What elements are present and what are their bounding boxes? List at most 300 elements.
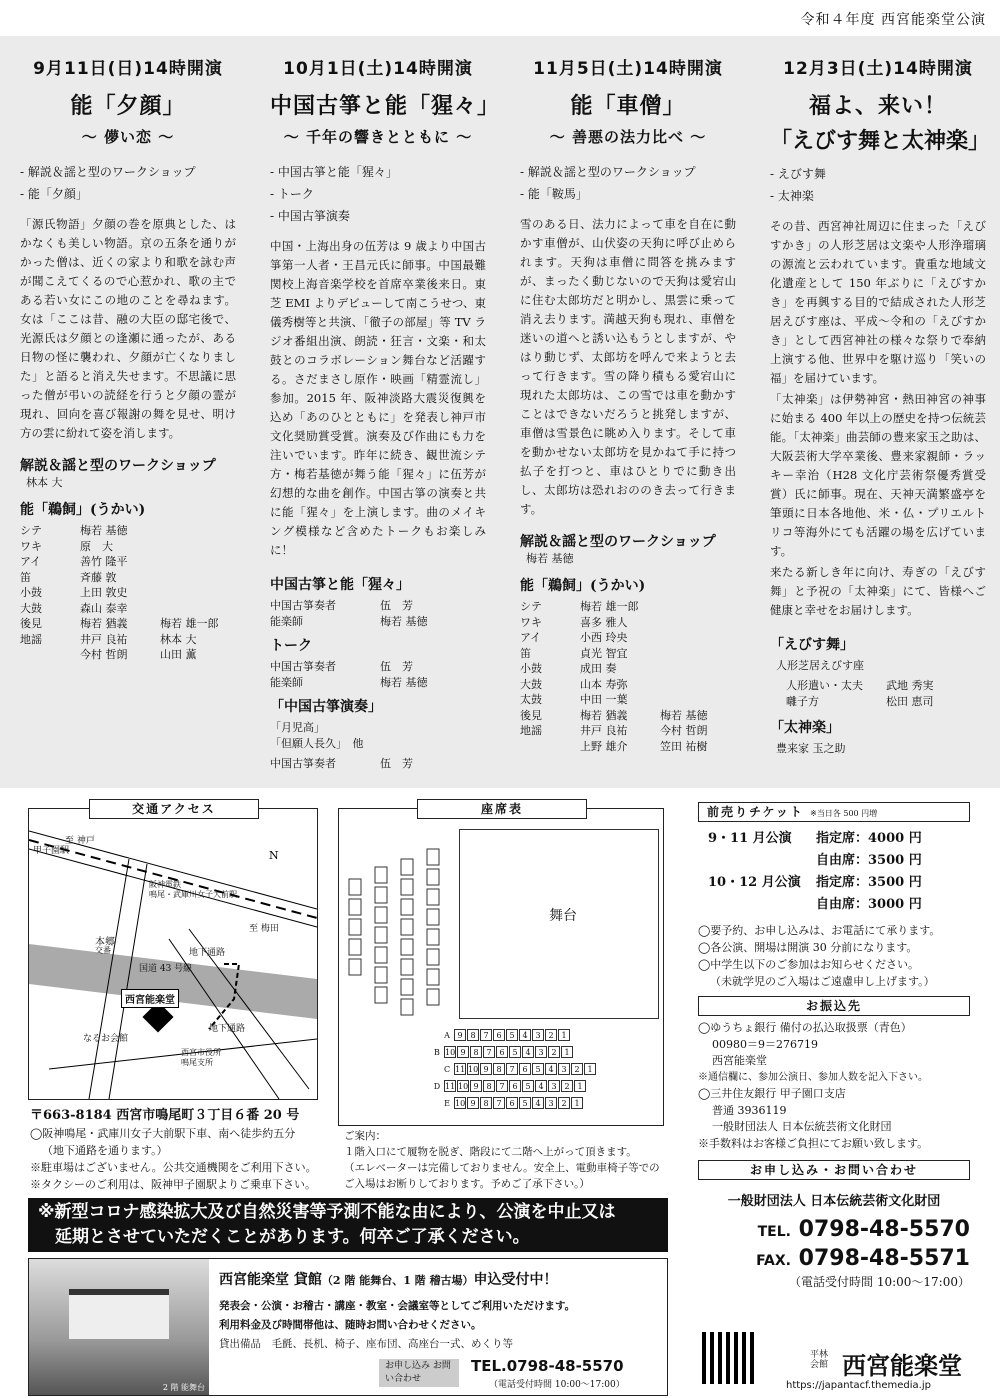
seat[interactable] <box>401 939 413 955</box>
fax-label: FAX. <box>756 1253 791 1269</box>
note: （未就学児のご入場はご遠慮申し上げます。） <box>710 975 935 988</box>
cast-row <box>520 692 736 708</box>
seat[interactable]: 3 <box>548 1080 560 1092</box>
seat[interactable] <box>375 867 387 883</box>
prog-item: - トーク <box>270 187 314 201</box>
cast-row <box>520 646 736 662</box>
seat[interactable] <box>375 887 387 903</box>
seat[interactable] <box>349 899 361 915</box>
access-info <box>30 1104 330 1193</box>
role: 後見 <box>20 617 42 630</box>
piece: 「但願人長久」 他 <box>270 737 364 750</box>
access-map <box>29 809 317 1099</box>
line: ※通信欄に、参加公演日、参加人数を記入下さい。 <box>698 1071 928 1083</box>
sub-heading: トーク <box>270 638 312 654</box>
seat[interactable]: 2 <box>545 1029 557 1041</box>
seat[interactable]: 3 <box>545 1097 557 1109</box>
seat-notes <box>344 1128 666 1192</box>
access-heading: 交通アクセス <box>89 799 259 819</box>
seat[interactable] <box>427 909 439 925</box>
fax-number: 0798-48-5571 <box>798 1246 970 1271</box>
performer: 武地 秀実 <box>886 679 934 692</box>
seat-row <box>441 1023 597 1040</box>
seat[interactable]: 10 <box>455 1099 466 1108</box>
date: 12月3日(土)14時開演 <box>783 59 973 79</box>
performer <box>660 615 736 631</box>
program-nov <box>500 36 750 788</box>
seat[interactable]: 2 <box>558 1097 570 1109</box>
performer: 豊来家 玉之助 <box>776 742 846 755</box>
map-label: 国道 43 号線 <box>139 964 193 974</box>
seat[interactable]: 4 <box>545 1063 557 1075</box>
seat-row <box>431 1074 597 1091</box>
seat[interactable] <box>375 927 387 943</box>
contact-heading: お申し込み・お問い合わせ <box>698 1160 970 1180</box>
date: 9月11日(日)14時開演 <box>33 59 223 79</box>
seat[interactable]: 7 <box>483 1046 495 1058</box>
seat[interactable]: 8 <box>480 1097 492 1109</box>
performer: 梅若 基徳 <box>80 524 128 537</box>
note: （地下通路を通ります。） <box>42 1144 168 1157</box>
seat[interactable]: 11 <box>455 1065 466 1074</box>
seat[interactable] <box>349 959 361 975</box>
price: 自由席：3000 円 <box>816 897 922 912</box>
performer: 笠田 祐樹 <box>660 739 708 753</box>
seat[interactable] <box>427 949 439 965</box>
performer: 今村 哲朗 <box>80 648 128 661</box>
role: 中国古箏奏者 <box>270 660 336 673</box>
performer: 伍 芳 <box>380 757 413 770</box>
note: （エレベーターは完備しておりません。安全上、電動車椅子等でのご入場はお断りしております。予めご了承下さい。） <box>344 1162 660 1190</box>
seat[interactable] <box>401 859 413 875</box>
seat[interactable] <box>427 889 439 905</box>
price: 指定席：3500 円 <box>816 875 922 890</box>
performer <box>660 630 736 646</box>
cast-table <box>20 523 236 663</box>
cast-row <box>520 599 736 615</box>
seat[interactable]: 2 <box>548 1046 560 1058</box>
svg-text:N: N <box>269 849 279 862</box>
ws-heading: 解説＆謡と型のワークショップ <box>20 458 216 474</box>
header-bar <box>0 0 1000 36</box>
map-label: 交番 <box>95 946 111 955</box>
notice-banner <box>28 1198 668 1252</box>
prog-item: - 中国古箏演奏 <box>270 209 350 223</box>
subtitle: 〜 善悪の法力比べ 〜 <box>549 128 707 146</box>
sub-heading: 「中国古箏演奏」 <box>270 699 382 715</box>
performer: 井戸 良祐 <box>80 632 128 646</box>
seat[interactable]: 7 <box>506 1063 518 1075</box>
qr-code-icon[interactable] <box>702 1332 754 1384</box>
price-list <box>698 828 970 916</box>
row-label: A <box>444 1031 450 1040</box>
seat[interactable] <box>427 869 439 885</box>
date: 10月1日(土)14時開演 <box>283 59 473 79</box>
row-label: C <box>443 1065 451 1074</box>
description: 来たる新しき年に向け、寿ぎの「えびす舞」と予祝の「太神楽」にて、皆様へご健康と幸せをお届けします。 <box>770 565 986 617</box>
role: ワキ <box>20 539 42 553</box>
seat[interactable]: 8 <box>493 1063 505 1075</box>
seat[interactable]: 6 <box>506 1097 518 1109</box>
role: 中国古箏奏者 <box>270 757 336 770</box>
performer: 今村 哲朗 <box>660 724 708 737</box>
stage-label: 舞台 <box>549 908 577 924</box>
performer <box>660 646 736 662</box>
seat[interactable] <box>401 899 413 915</box>
seat[interactable]: 8 <box>467 1029 479 1041</box>
role: 地謡 <box>520 724 542 737</box>
line: ◯三井住友銀行 甲子園口支店 <box>698 1087 846 1100</box>
program-dec <box>750 36 1000 788</box>
sub-heading: 「太神楽」 <box>770 720 840 736</box>
seat[interactable]: 3 <box>535 1046 547 1058</box>
line: ※手数料はお客様ご負担にてお願い致します。 <box>698 1136 929 1150</box>
line: 00980＝9＝276719 <box>712 1037 818 1051</box>
performer: 梅若 雄一郎 <box>160 617 219 630</box>
cast-table <box>520 599 736 754</box>
role: 小鼓 <box>20 586 42 599</box>
line: ◯ゆうちょ銀行 備付の払込取扱票（青色） <box>698 1021 912 1034</box>
performer <box>160 585 236 601</box>
performer <box>160 523 236 539</box>
row-label: E <box>444 1099 450 1108</box>
cast-table <box>270 756 486 772</box>
performer: 喜多 雅人 <box>580 615 628 629</box>
row-label: B <box>434 1048 440 1057</box>
program-sep <box>0 36 250 788</box>
date: 11月5日(土)14時開演 <box>533 59 723 79</box>
seat[interactable]: 9 <box>457 1046 469 1058</box>
performer: 梅若 基徳 <box>380 675 428 689</box>
price: 指定席：4000 円 <box>816 831 922 846</box>
role: 地謡 <box>20 632 42 646</box>
performer: 梅若 猶義 <box>580 708 628 722</box>
note: ※タクシーのご利用は、阪神甲子園駅よりご乗車下さい。 <box>30 1178 316 1191</box>
cast-table <box>270 598 486 629</box>
seat[interactable]: 2 <box>561 1080 573 1092</box>
seat[interactable]: 1 <box>574 1080 586 1092</box>
cast-row <box>20 616 236 632</box>
transfer-info <box>698 1020 970 1152</box>
header-title: 令和４年度 西宮能楽堂公演 <box>800 12 986 28</box>
seat[interactable] <box>349 919 361 935</box>
role: 後見 <box>520 708 542 722</box>
seat[interactable]: 10 <box>468 1065 479 1074</box>
seat[interactable]: 2 <box>571 1063 583 1075</box>
noh-stage-photo <box>29 1259 209 1395</box>
cast-row <box>20 539 236 555</box>
role: 笛 <box>20 570 31 584</box>
seat[interactable]: 8 <box>470 1046 482 1058</box>
website-link[interactable]: https://japantacf.themedia.jp <box>786 1380 931 1391</box>
seat[interactable] <box>375 987 387 1003</box>
hall-title-end: 申込受付中！ <box>473 1272 558 1288</box>
map-label: 至 梅田 <box>249 924 279 934</box>
performer: 斉藤 敦 <box>80 570 117 584</box>
note: ※駐車場はございません。公共交通機関をご利用下さい。 <box>30 1161 317 1174</box>
subtitle: 〜 千年の響きとともに 〜 <box>283 128 473 146</box>
line: 貸出備品 毛氈、長机、椅子、座布団、高座台一式、めくり等 <box>219 1338 513 1350</box>
seat-map <box>338 802 664 1126</box>
performer <box>660 692 736 708</box>
brand-logo: 西宮能楽堂 <box>842 1351 962 1380</box>
role: 中国古箏奏者 <box>270 599 336 612</box>
address: 〒663-8184 西宮市鳴尾町３丁目６番 20 号 <box>30 1108 300 1123</box>
seat[interactable] <box>349 939 361 955</box>
description: 「太神楽」は伊勢神宮・熱田神宮の神事に始まる 400 年以上の歴史を持つ伝統芸能。「太神楽」曲芸師の豊来家玉之助は、大阪芸術大学卒業後、豊来家親師・ラッキー幸治（H28 文化庁芸術祭優秀賞受賞）氏に師事。現在、天神天満繁盛亭を筆頭に日本各地他、米・仏・プリエルトリコ等海外にても活躍の場を広げています。 <box>770 392 986 558</box>
role: 大鼓 <box>20 601 42 615</box>
seat[interactable] <box>401 959 413 975</box>
performer: 森山 泰幸 <box>80 601 128 615</box>
role <box>520 739 580 755</box>
banner-line: ※新型コロナ感染拡大及び自然災害等予測不能な由により、公演を中止又は <box>38 1202 616 1222</box>
performer: 中田 一葉 <box>580 693 628 706</box>
prog-item: - 能「鞍馬」 <box>520 187 588 201</box>
seat[interactable]: 8 <box>483 1080 495 1092</box>
piece: 「月児高」 <box>270 721 325 734</box>
seat[interactable] <box>349 879 361 895</box>
hall-tel[interactable]: TEL.0798-48-5570 <box>471 1357 624 1375</box>
performer: 貞光 智宜 <box>580 646 628 660</box>
seat[interactable]: 7 <box>493 1097 505 1109</box>
performer <box>160 570 236 586</box>
line: 普通 3936119 <box>712 1103 787 1117</box>
map-label: 阪神電鉄 <box>149 880 181 889</box>
subtitle: 〜 儚い恋 〜 <box>81 128 175 146</box>
description: 「源氏物語」夕顔の巻を原典とした、はかなくも美しい物語。京の五条を通りがかった僧は、近くの家より和歌を詠む声が聞こえてくるので心惹かれ、歌の主である若い女にこの地のことを尋ねます。女は「ここは昔、融の大臣の邸宅後で、光源氏は夕顔との逢瀬に通ったが、ある日物の怪に襲われ、夕顔が亡くなりました」と語ると消え失せます。不思議に思った僧が弔いの読経を行うと夕顔の霊が現れ、回向を喜び報謝の舞を見せ、明け方の雲に紛れて姿を消します。 <box>20 217 236 440</box>
role: 笛 <box>520 646 531 660</box>
noh-heading: 能「鵜飼」(うかい) <box>20 502 146 518</box>
prog-item: - 能「夕顔」 <box>20 187 88 201</box>
seat[interactable] <box>401 879 413 895</box>
price-group: 10・12 月公演 <box>708 875 801 890</box>
performer <box>660 661 736 677</box>
note: １階入口にて履物を脱ぎ、階段にて二階へ上がって頂きます。 <box>344 1146 637 1158</box>
ask-label: お申し込み お問い合わせ <box>379 1359 459 1387</box>
seat-row <box>441 1057 597 1074</box>
seat[interactable]: 5 <box>522 1080 534 1092</box>
performer: 梅若 基徳 <box>660 708 708 722</box>
side-seating <box>339 819 459 1029</box>
seat[interactable] <box>401 979 413 995</box>
seat[interactable]: 4 <box>532 1097 544 1109</box>
performer: 善竹 隆平 <box>80 555 128 568</box>
role: ワキ <box>520 615 542 629</box>
role: 囃子方 <box>786 694 819 708</box>
cast-row <box>20 647 236 663</box>
cast-row <box>520 723 736 739</box>
performer: 上田 敦史 <box>80 586 128 599</box>
cast-row <box>520 708 736 724</box>
prog-item: - 解説＆謡と型のワークショップ <box>20 165 196 179</box>
noh-heading: 能「鵜飼」(うかい) <box>520 578 646 594</box>
ticket-heading <box>698 802 970 822</box>
seat[interactable]: 5 <box>506 1029 518 1041</box>
seat[interactable]: 10 <box>445 1048 456 1057</box>
banner-line: 延期とさせていただくことがあります。何卒ご了承ください。 <box>38 1227 530 1247</box>
role: 能楽師 <box>270 614 303 628</box>
row-label: D <box>433 1082 441 1091</box>
performer: 山本 寿弥 <box>580 677 628 691</box>
prog-item: - 太神楽 <box>770 189 814 203</box>
performer: 梅若 基徳 <box>380 614 428 628</box>
performer <box>160 601 236 617</box>
role: 能楽師 <box>270 675 303 689</box>
map-label: 鳴尾支所 <box>181 1058 213 1067</box>
seat[interactable]: 4 <box>535 1080 547 1092</box>
cast-row <box>520 677 736 693</box>
seat[interactable]: 7 <box>480 1029 492 1041</box>
seat[interactable]: 1 <box>571 1097 583 1109</box>
seat[interactable]: 9 <box>467 1097 479 1109</box>
description: その昔、西宮神社周辺に住まった「えびすかき」の人形芝居は文楽や人形浄瑠璃の源流と云われています。貴重な地域文化遺産として 150 年ぶりに「えびすかき」を再興する目的で結成された人形芝居えびす座は、平成〜令和の「えびすかき」として西宮神社の様々な祭りで奉納上演する他、世界中を駆け巡り「笑いの福」を届けています。 <box>770 219 986 385</box>
price: 自由席：3500 円 <box>816 853 922 868</box>
title: 能「夕顔」 <box>70 93 186 119</box>
sub-heading: 「えびす舞」 <box>770 637 854 653</box>
seat[interactable]: 10 <box>458 1082 469 1091</box>
performer: 井戸 良祐 <box>580 724 628 737</box>
seat-row <box>431 1040 597 1057</box>
map-label: 甲子園駅 <box>33 846 70 856</box>
map-label: 地下通路 <box>189 948 226 958</box>
seat[interactable]: 9 <box>454 1029 466 1041</box>
line: 一般財団法人 日本伝統芸術文化財団 <box>712 1120 892 1133</box>
line: 西宮能楽堂 <box>712 1054 767 1067</box>
seat-heading: 座席表 <box>417 799 587 819</box>
role: シテ <box>20 524 42 537</box>
hall-info <box>219 1297 575 1354</box>
title: 福よ、来い！ <box>808 93 947 119</box>
seat[interactable] <box>427 849 439 865</box>
tel-number[interactable]: 0798-48-5570 <box>798 1217 970 1242</box>
cast-table <box>786 678 986 709</box>
title-line2: 「えびす舞と太神楽」 <box>770 128 991 154</box>
seat[interactable]: 1 <box>561 1046 573 1058</box>
cast-row <box>520 739 736 755</box>
performer <box>160 539 236 555</box>
cast-row <box>20 523 236 539</box>
note: ◯要予約、お申し込みは、お電話にて承ります。 <box>698 924 941 937</box>
description: 中国・上海出身の伍芳は 9 歳より中国古箏第一人者・王昌元氏に師事。中国最難関校上海音楽学校を首席卒業後来日。東芝 EMI よりデビューして南こうせつ、東儀秀樹等と共演、「徹子の部屋」等 TV ラジオ番組出演、朗読・狂言・文楽・和太鼓とのコラボレーション舞台など活躍する。さだまさし原作・映画「精霊流し」参加。2015 年、阪神淡路大震災復興を込め「あのひとともに」を発表し神戸市文化奨励賞受賞。演奏及び作曲にも力を注いでいます。昨年に続き、観世流シテ方・梅若基徳が舞う能「猩々」に伍芳が幻想的な曲を創作。中国古箏の演奏と共に能「猩々」を上演します。曲のメイキング模様など含めたトークもお楽しみに！ <box>270 239 486 557</box>
seat-row <box>441 1091 597 1108</box>
performer: 松田 恵司 <box>886 694 934 708</box>
seat[interactable]: 5 <box>519 1097 531 1109</box>
seat[interactable] <box>401 919 413 935</box>
seat[interactable] <box>427 969 439 985</box>
role: アイ <box>20 555 42 568</box>
performer: 山田 薫 <box>160 648 197 661</box>
seat[interactable]: 4 <box>522 1046 534 1058</box>
performer: 梅若 雄一郎 <box>580 600 639 613</box>
cast-row <box>20 570 236 586</box>
seat[interactable]: 5 <box>509 1046 521 1058</box>
seat[interactable]: 1 <box>584 1063 596 1075</box>
seat[interactable] <box>427 989 439 1005</box>
seat[interactable]: 3 <box>558 1063 570 1075</box>
performer: 梅若 猶義 <box>80 617 128 630</box>
map-label: 鳴尾・武庫川女子大前駅 <box>149 890 237 899</box>
cast-table <box>270 659 486 690</box>
hall-hours: （電話受付時間 10:00〜17:00） <box>489 1380 625 1390</box>
map-label: 至 神戸 <box>65 836 95 846</box>
cast-row <box>520 630 736 646</box>
note: ◯各公演、開場は開演 30 分前になります。 <box>698 941 918 954</box>
title: 中国古箏と能「猩々」 <box>270 93 501 119</box>
performer: 林本 大 <box>160 632 197 646</box>
seat[interactable]: 6 <box>509 1080 521 1092</box>
title: 能「車僧」 <box>570 93 686 119</box>
seat[interactable] <box>375 947 387 963</box>
hall-title <box>219 1269 558 1289</box>
price-group: 9・11 月公演 <box>708 831 792 846</box>
program-section <box>0 36 1000 788</box>
note: ご案内： <box>344 1130 386 1142</box>
seat[interactable]: 3 <box>532 1029 544 1041</box>
line: 発表会・公演・お稽古・講座・教室・会議室等としてご利用いただけます。 <box>219 1300 576 1312</box>
performer: 伍 芳 <box>380 660 413 673</box>
transfer-heading: お振込先 <box>698 996 970 1016</box>
hall-title-sub: （2 階 能舞台、1 階 稽古場） <box>321 1274 474 1287</box>
ws-name: 梅若 基徳 <box>526 552 574 565</box>
seat[interactable]: 1 <box>558 1029 570 1041</box>
seat[interactable]: 9 <box>470 1080 482 1092</box>
access-box <box>28 802 318 1100</box>
note: ◯中学生以下のご参加はお知らせください。 <box>698 958 919 971</box>
role: 小鼓 <box>520 662 542 675</box>
troupe: 人形芝居えびす座 <box>776 659 864 672</box>
map-label: 西宮市役所 <box>181 1048 221 1057</box>
seat[interactable]: 7 <box>496 1080 508 1092</box>
performer <box>660 599 736 615</box>
hall-title-text: 西宮能楽堂 貸館 <box>219 1272 322 1288</box>
performer: 上野 雄介 <box>580 739 628 753</box>
ticket-title: 前売りチケット <box>707 805 804 819</box>
tel-label: TEL. <box>757 1224 791 1240</box>
cast-row <box>20 554 236 570</box>
seat[interactable]: 4 <box>519 1029 531 1041</box>
description: 雪のある日、法力によって車を自在に動かす車僧が、山伏姿の天狗に呼び止められます。天狗は車僧に問答を挑みますが、まったく動じないので天狗は愛宕山に住む太郎坊だと明かし、黒雲に乗って消え去ります。満越天狗も現れ、車僧を迷いの道へと誘い込もうとしますが、やはり動じず、太郎坊を呼んで来ようと去って行きます。雪の降り積もる愛宕山に現れた太郎坊は、この雪では車を動かすことはできないだろうと挑発しますが、車僧は雪景色に眺め入ります。そして車を動かせない太郎坊を見かねて手に持つ払子を打つと、車はひとりでに動き出し、太郎坊は恐れおののき去って行きます。 <box>520 217 736 516</box>
performer: 伍 芳 <box>380 599 413 612</box>
prog-item: - 解説＆謡と型のワークショップ <box>520 165 696 179</box>
seat[interactable]: 6 <box>519 1063 531 1075</box>
role <box>20 647 80 663</box>
seat[interactable] <box>375 907 387 923</box>
seat[interactable]: 5 <box>532 1063 544 1075</box>
cast-row <box>520 615 736 631</box>
brand-small: 平林会館 <box>810 1350 829 1370</box>
seat[interactable] <box>427 929 439 945</box>
seat[interactable]: 6 <box>493 1029 505 1041</box>
role: 人形遣い・太夫 <box>786 679 863 692</box>
note: ◯阪神鳴尾・武庫川女子大前駅下車、南へ徒歩約五分 <box>30 1127 296 1140</box>
performer: 原 大 <box>80 539 113 553</box>
contact-hours: （電話受付時間 10:00〜17:00） <box>789 1275 970 1289</box>
role: シテ <box>520 600 542 613</box>
ticket-section <box>698 802 970 1290</box>
role: 大鼓 <box>520 677 542 691</box>
seat[interactable]: 9 <box>480 1063 492 1075</box>
cast-row <box>20 632 236 648</box>
prog-item: - 中国古箏と能「猩々」 <box>270 165 398 179</box>
seat[interactable] <box>375 967 387 983</box>
performer <box>660 677 736 693</box>
seat[interactable]: 11 <box>445 1082 456 1091</box>
ticket-note: ※当日各 500 円増 <box>810 809 878 818</box>
seat[interactable] <box>401 999 413 1015</box>
seat[interactable]: 6 <box>496 1046 508 1058</box>
map-label: 本郷 <box>95 937 115 948</box>
role: アイ <box>520 631 542 644</box>
